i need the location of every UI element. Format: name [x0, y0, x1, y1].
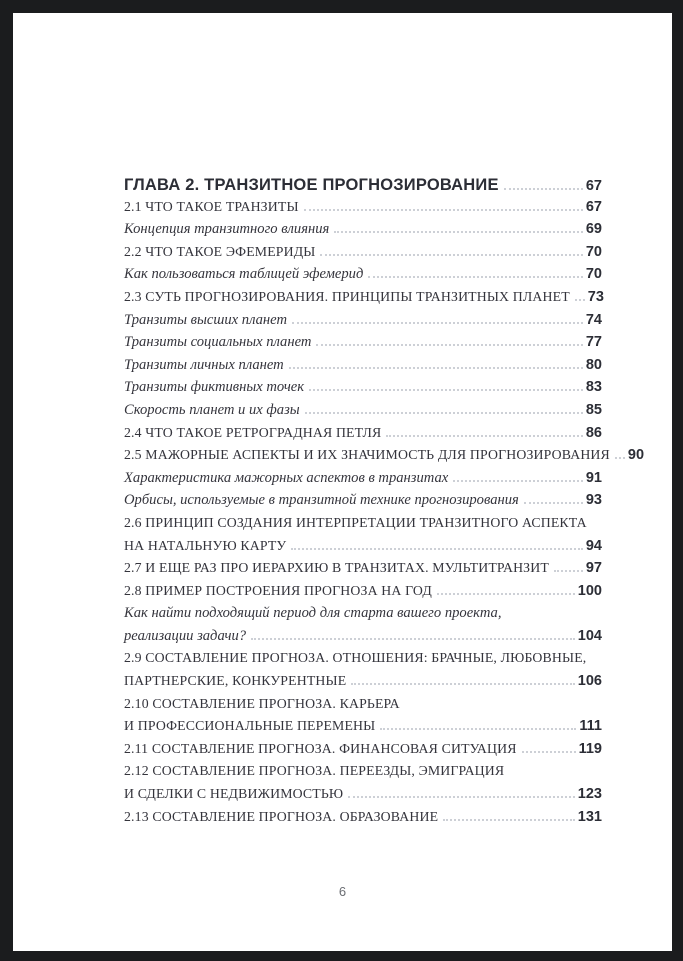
toc-page-number: 104 [577, 627, 602, 644]
toc-row [124, 809, 602, 832]
toc-subsection-label: Характеристика мажорных аспектов в транзитах [124, 469, 449, 486]
toc-section-label: 2.11 СОСТАВЛЕНИЕ ПРОГНОЗА. ФИНАНСОВАЯ СИТУАЦИЯ [124, 740, 517, 756]
toc-page-number: 90 [627, 447, 645, 464]
toc-row [124, 266, 602, 289]
toc-page-number: 77 [585, 334, 602, 351]
toc-page-number: 86 [585, 424, 602, 441]
toc-page-number: 69 [585, 221, 602, 238]
toc-row [124, 628, 602, 651]
toc-subsection-label: реализации задачи? [124, 627, 247, 644]
toc-row [124, 605, 602, 628]
toc-subsection-label: Скорость планет и их фазы [124, 401, 300, 418]
toc-section-label: НА НАТАЛЬНУЮ КАРТУ [124, 537, 287, 553]
toc-row [124, 357, 602, 380]
toc-page-number: 131 [577, 808, 602, 825]
toc-section-label: И СДЕЛКИ С НЕДВИЖИМОСТЬЮ [124, 786, 344, 802]
toc-row [124, 334, 602, 357]
toc-section-label: 2.1 ЧТО ТАКОЕ ТРАНЗИТЫ [124, 198, 299, 214]
toc-section-label: 2.6 ПРИНЦИП СОЗДАНИЯ ИНТЕРПРЕТАЦИИ ТРАНЗИТНОГО АСПЕКТА [124, 514, 587, 530]
toc-page-number: 97 [585, 560, 602, 577]
dot-leader [304, 209, 583, 211]
toc-page-number: 67 [585, 198, 602, 215]
toc-row [124, 763, 602, 786]
toc-section-label: 2.2 ЧТО ТАКОЕ ЭФЕМЕРИДЫ [124, 243, 316, 259]
toc-row [124, 560, 602, 583]
toc-row [124, 538, 602, 561]
toc-subsection-label: Транзиты фиктивных точек [124, 379, 305, 396]
dot-leader [615, 457, 625, 459]
toc-page-number: 123 [577, 786, 602, 803]
toc-page-number: 119 [578, 740, 602, 757]
toc-page-number: 67 [585, 178, 602, 194]
toc-row [124, 470, 602, 493]
toc-section-label: 2.4 ЧТО ТАКОЕ РЕТРОГРАДНАЯ ПЕТЛЯ [124, 424, 382, 440]
toc-subsection-label: Транзиты высших планет [124, 311, 287, 328]
toc-section-label: 2.10 СОСТАВЛЕНИЕ ПРОГНОЗА. КАРЬЕРА [124, 695, 400, 711]
toc-section-label: 2.5 МАЖОРНЫЕ АСПЕКТЫ И ИХ ЗНАЧИМОСТЬ ДЛЯ ПРОГНОЗИРОВАНИЯ [124, 447, 610, 463]
dot-leader [380, 728, 576, 730]
toc-page-number: 85 [585, 401, 602, 418]
dot-leader [251, 638, 575, 640]
toc-row [124, 696, 602, 719]
toc-row [124, 650, 602, 673]
dot-leader [348, 796, 575, 798]
toc-row [124, 176, 602, 199]
toc-row [124, 786, 602, 809]
toc-row [124, 583, 602, 606]
toc-row [124, 289, 602, 312]
toc-subsection-label: Как найти подходящий период для старта вашего проекта, [124, 605, 502, 622]
toc-page-number: 100 [577, 582, 602, 599]
dot-leader [575, 299, 585, 301]
toc-section-label: 2.8 ПРИМЕР ПОСТРОЕНИЯ ПРОГНОЗА НА ГОД [124, 582, 432, 598]
toc-row [124, 741, 602, 764]
dot-leader [443, 819, 575, 821]
dot-leader [524, 502, 583, 504]
table-of-contents [124, 176, 645, 831]
dot-leader [289, 367, 583, 369]
dot-leader [504, 188, 583, 190]
chapter-title: ГЛАВА 2. ТРАНЗИТНОЕ ПРОГНОЗИРОВАНИЕ [124, 176, 499, 194]
toc-page-number: 70 [585, 266, 602, 283]
toc-page-number: 106 [577, 673, 602, 690]
toc-row [124, 244, 602, 267]
toc-row [124, 447, 645, 470]
dot-leader [368, 276, 583, 278]
dot-leader [316, 344, 582, 346]
toc-page-number: 70 [585, 243, 602, 260]
toc-page-number: 80 [585, 356, 602, 373]
toc-row [124, 515, 602, 538]
book-page [13, 13, 672, 951]
toc-section-label: 2.12 СОСТАВЛЕНИЕ ПРОГНОЗА. ПЕРЕЕЗДЫ, ЭМИГРАЦИЯ [124, 763, 505, 779]
toc-page-number: 91 [585, 469, 602, 486]
dot-leader [305, 412, 583, 414]
toc-section-label: 2.3 СУТЬ ПРОГНОЗИРОВАНИЯ. ПРИНЦИПЫ ТРАНЗИТНЫХ ПЛАНЕТ [124, 288, 570, 304]
toc-row [124, 718, 602, 741]
toc-row [124, 199, 602, 222]
toc-section-label: ПАРТНЕРСКИЕ, КОНКУРЕНТНЫЕ [124, 673, 347, 689]
dot-leader [386, 435, 582, 437]
toc-page-number: 94 [585, 537, 602, 554]
toc-row [124, 402, 602, 425]
dot-leader [351, 683, 575, 685]
dot-leader [522, 751, 576, 753]
dot-leader [453, 480, 583, 482]
toc-row [124, 425, 602, 448]
dot-leader [554, 570, 583, 572]
toc-section-label: 2.9 СОСТАВЛЕНИЕ ПРОГНОЗА. ОТНОШЕНИЯ: БРАЧНЫЕ, ЛЮБОВНЫЕ, [124, 650, 587, 666]
toc-subsection-label: Транзиты социальных планет [124, 334, 312, 351]
toc-section-label: 2.7 И ЕЩЕ РАЗ ПРО ИЕРАРХИЮ В ТРАНЗИТАХ. МУЛЬТИТРАНЗИТ [124, 560, 549, 576]
toc-subsection-label: Транзиты личных планет [124, 356, 284, 373]
dot-leader [291, 548, 583, 550]
dot-leader [292, 322, 583, 324]
toc-subsection-label: Орбисы, используемые в транзитной технике прогнозирования [124, 492, 519, 509]
toc-row [124, 673, 602, 696]
toc-row [124, 492, 602, 515]
toc-page-number: 83 [585, 379, 602, 396]
dot-leader [309, 389, 583, 391]
toc-page-number: 73 [587, 288, 604, 305]
dot-leader [437, 593, 575, 595]
toc-subsection-label: Как пользоваться таблицей эфемерид [124, 266, 364, 283]
toc-row [124, 312, 602, 335]
dot-leader [320, 254, 582, 256]
toc-page-number: 74 [585, 311, 602, 328]
toc-page-number: 111 [579, 718, 602, 735]
page-number-footer: 6 [338, 884, 347, 899]
toc-row [124, 221, 602, 244]
toc-row [124, 379, 602, 402]
toc-page-number: 93 [585, 492, 602, 509]
toc-subsection-label: Концепция транзитного влияния [124, 221, 330, 238]
dot-leader [334, 231, 583, 233]
toc-section-label: 2.13 СОСТАВЛЕНИЕ ПРОГНОЗА. ОБРАЗОВАНИЕ [124, 808, 439, 824]
toc-section-label: И ПРОФЕССИОНАЛЬНЫЕ ПЕРЕМЕНЫ [124, 718, 376, 734]
